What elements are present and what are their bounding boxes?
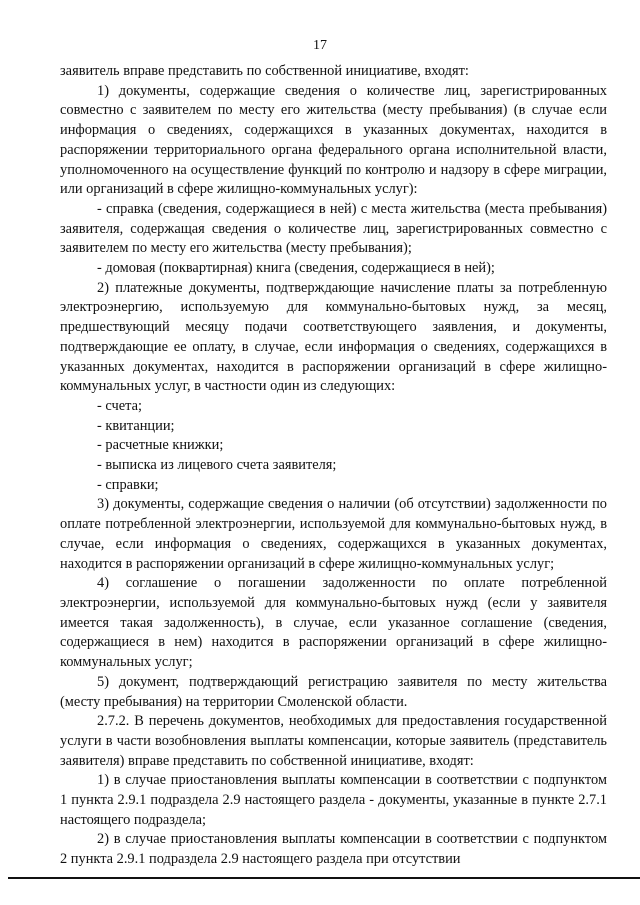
page-number: 17: [313, 38, 327, 53]
paragraph-1: 1) документы, содержащие сведения о количестве лиц, зарегистрированных совместно с заявителем по месту его жительства (месту пребывания) (в случае если информация о сведениях, содержащихся в указанных документах, находится в распоряжении территориального органа федерального органа исполнительной власти, уполномоченного на осуществление функций по контролю и надзору в сфере миграции, или организаций в сфере жилищно-коммунальных услуг):: [60, 82, 607, 198]
document-body: [60, 62, 607, 870]
paragraph-12: 5) документ, подтверждающий регистрацию заявителя по месту жительства (месту пребывания) на территории Смоленской области.: [60, 673, 607, 710]
paragraph-13: 2.7.2. В перечень документов, необходимых для предоставления государственной услуги в части возобновления выплаты компенсации, которые заявитель (представитель заявителя) вправе представить по собственной инициативе, входят:: [60, 713, 607, 769]
paragraph-5: - счета;: [97, 397, 142, 414]
paragraph-6: - квитанции;: [97, 417, 175, 434]
paragraph-2: - справка (сведения, содержащиеся в ней) с места жительства (места пребывания) заявителя, содержащая сведения о количестве лиц, зарегистрированных совместно с заявителем по месту его жительства (месту пребывания);: [60, 200, 607, 257]
paragraph-7: - расчетные книжки;: [97, 437, 224, 454]
page-bottom-rule: [8, 877, 640, 879]
paragraph-11: 4) соглашение о погашении задолженности по оплате потребленной электроэнергии, используемой для коммунально-бытовых нужд (если у заявителя имеется такая задолженность), в случае, если указанное соглашение (сведения, содержащиеся в нем) находится в распоряжении организаций в сфере жилищно-коммунальных услуг;: [60, 575, 607, 671]
paragraph-9: - справки;: [97, 476, 159, 493]
paragraph-10: 3) документы, содержащие сведения о наличии (об отсутствии) задолженности по оплате потребленной электроэнергии, используемой для коммунально-бытовых нужд, в случае, если информация о сведениях, содержащихся в указанных документах, находится в распоряжении организаций в сфере жилищно-коммунальных услуг;: [60, 496, 607, 572]
paragraph-14: 1) в случае приостановления выплаты компенсации в соответствии с подпунктом 1 пункта 2.9.1 подраздела 2.9 настоящего раздела - документы, указанные в пункте 2.7.1 настоящего подраздела;: [60, 772, 607, 828]
paragraph-15: 2) в случае приостановления выплаты компенсации в соответствии с подпунктом 2 пункта 2.9.1 подраздела 2.9 настоящего раздела при отсутствии: [60, 831, 607, 868]
paragraph-0: заявитель вправе представить по собственной инициативе, входят:: [60, 63, 469, 79]
paragraph-8: - выписка из лицевого счета заявителя;: [97, 457, 337, 474]
paragraph-4: 2) платежные документы, подтверждающие начисление платы за потребленную электроэнергию, используемую для коммунально-бытовых нужд, за месяц, предшествующий месяцу подачи соответствующего заявления, и документы, подтверждающие ее оплату, в случае, если информация о сведениях, содержащихся в указанных документах, находится в распоряжении организаций в сфере жилищно-коммунальных услуг, в частности один из следующих:: [60, 279, 607, 395]
paragraph-3: - домовая (поквартирная) книга (сведения, содержащиеся в ней);: [97, 260, 495, 277]
